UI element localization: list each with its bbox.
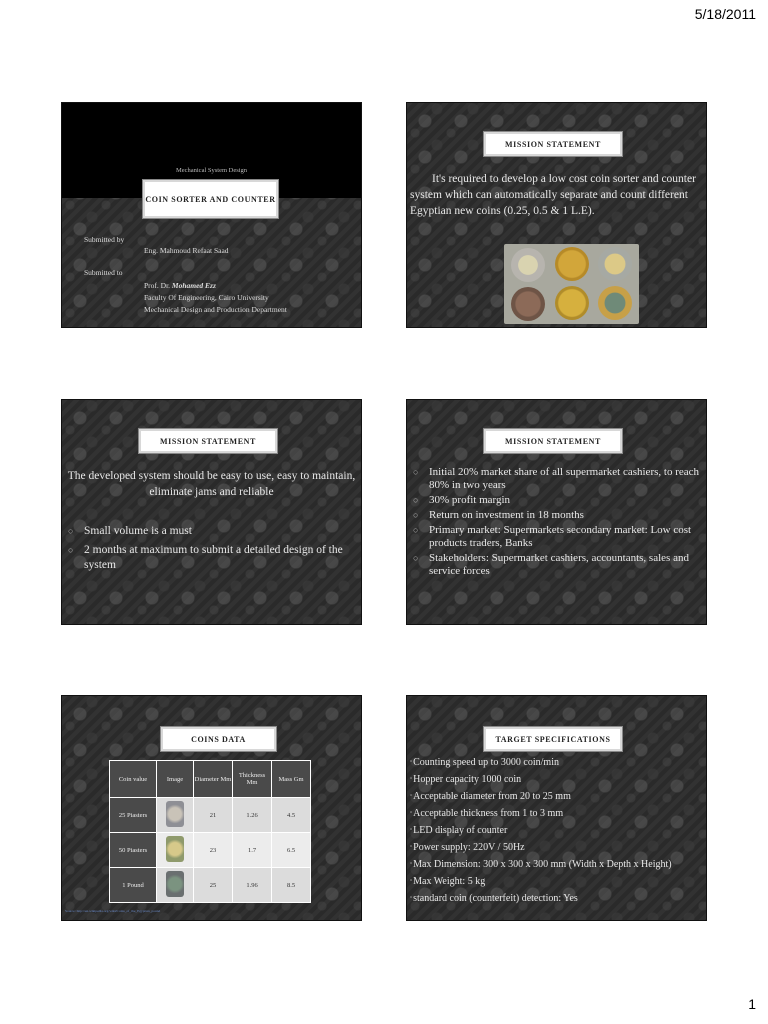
table-cell: 1.7 xyxy=(233,833,272,868)
coin-value-cell: 1 Pound xyxy=(110,868,157,903)
coin-image-cell xyxy=(157,798,194,833)
list-item: ▫standard coin (counterfeit) detection: Yes xyxy=(410,893,578,904)
bullet-dot-icon: ▫ xyxy=(410,759,413,765)
table-header: Thickness Mm xyxy=(233,761,272,798)
table-header: Mass Gm xyxy=(272,761,311,798)
slide-title-box: COIN SORTER AND COUNTER xyxy=(142,179,279,219)
coin-25-piasters-image xyxy=(166,801,184,827)
mission-list xyxy=(413,466,699,580)
mission-text: The developed system should be easy to use, easy to maintain, eliminate jams and reliable xyxy=(67,470,356,498)
list-item: ○ Return on investment in 18 months xyxy=(413,509,584,521)
table-header: Coin value xyxy=(110,761,157,798)
submitted-to-label: Submitted to xyxy=(84,268,123,277)
bullet-dot-icon: ▫ xyxy=(410,793,413,799)
bullet-circle-icon: ○ xyxy=(413,495,419,505)
table-cell: 21 xyxy=(194,798,233,833)
bullet-dot-icon: ▫ xyxy=(410,895,413,901)
slide-title-box: TARGET SPECIFICATIONS xyxy=(483,726,623,752)
bullet-circle-icon: ○ xyxy=(413,525,419,535)
mission-text: It's required to develop a low cost coin sorter and counter system which can automatically separate and count different Egyptian new coins (0.25, 0.5 & 1 L.E). xyxy=(410,173,696,217)
table-cell: 25 xyxy=(194,868,233,903)
list-item: ○ Small volume is a must xyxy=(68,525,192,537)
coin-image-cell xyxy=(157,833,194,868)
submitted-by-label: Submitted by xyxy=(84,235,125,244)
slide-title-box: MISSION STATEMENT xyxy=(138,428,278,454)
slide-mission-1 xyxy=(406,102,707,328)
slide-mission-2 xyxy=(61,399,362,625)
slide-title-box: COINS DATA xyxy=(160,726,277,752)
bullet-circle-icon: ○ xyxy=(68,526,74,536)
slide-target-specs xyxy=(406,695,707,921)
egyptian-coins-photo xyxy=(504,244,639,324)
prof-prefix: Prof. Dr. xyxy=(144,281,171,290)
specs-list xyxy=(410,756,702,909)
faculty-line: Faculty Of Engineering, Cairo University xyxy=(144,293,269,302)
coin-50-piasters-image xyxy=(166,836,184,862)
bullet-circle-icon: ○ xyxy=(413,553,419,563)
coin-1-pound-image xyxy=(166,871,184,897)
coin-value-cell: 25 Piasters xyxy=(110,798,157,833)
coin-value-cell: 50 Piasters xyxy=(110,833,157,868)
list-item: ○ 30% profit margin xyxy=(413,494,511,506)
submitted-to-block xyxy=(144,280,287,316)
bullet-dot-icon: ▫ xyxy=(410,861,413,867)
list-item: ▫Max Dimension: 300 x 300 x 300 mm (Width x Depth x Height) xyxy=(410,859,672,870)
list-item: ○ Stakeholders: Supermarket cashiers, accountants, sales and service forces xyxy=(413,552,689,577)
slide-coins-data xyxy=(61,695,362,921)
list-item: ▫Acceptable thickness from 1 to 3 mm xyxy=(410,808,564,819)
table-row xyxy=(110,868,311,903)
list-item: ▫Counting speed up to 3000 coin/min xyxy=(410,757,559,768)
table-header: Image xyxy=(157,761,194,798)
course-name: Mechanical System Design xyxy=(175,167,248,174)
bullet-dot-icon: ▫ xyxy=(410,776,413,782)
table-cell: 4.5 xyxy=(272,798,311,833)
slide-title-box: MISSION STATEMENT xyxy=(483,428,623,454)
table-cell: 6.5 xyxy=(272,833,311,868)
bullet-circle-icon: ○ xyxy=(413,510,419,520)
bullet-dot-icon: ▫ xyxy=(410,844,413,850)
list-item: ▫Max Weight: 5 kg xyxy=(410,876,486,887)
professor-line xyxy=(144,280,287,292)
bullet-circle-icon: ○ xyxy=(413,467,419,477)
table-header-row xyxy=(110,761,311,798)
source-link[interactable]: Source: http://en.wikipedia.org/wiki/Coins_of_the_Egyptian_pound xyxy=(65,909,161,913)
list-item: ○ Primary market: Supermarkets secondary market: Low cost products traders, Banks xyxy=(413,524,692,549)
bullet-circle-icon: ○ xyxy=(68,545,74,555)
bullet-dot-icon: ▫ xyxy=(410,827,413,833)
table-row xyxy=(110,833,311,868)
prof-name: Mohamed Ezz xyxy=(171,281,216,290)
submitted-by-name: Eng. Mahmoud Refaat Saad xyxy=(144,246,229,255)
list-item: ▫LED display of counter xyxy=(410,825,508,836)
coins-data-table xyxy=(109,760,311,903)
slide-title xyxy=(61,102,362,328)
table-cell: 1.26 xyxy=(233,798,272,833)
bullet-dot-icon: ▫ xyxy=(410,810,413,816)
bullet-dot-icon: ▫ xyxy=(410,878,413,884)
page-number: 1 xyxy=(748,996,756,1012)
page-date: 5/18/2011 xyxy=(694,6,756,22)
coin-image-cell xyxy=(157,868,194,903)
table-header: Diameter Mm xyxy=(194,761,233,798)
department-line: Mechanical Design and Production Department xyxy=(144,305,287,314)
list-item: ▫Hopper capacity 1000 coin xyxy=(410,774,522,785)
list-item: ○ Initial 20% market share of all supermarket cashiers, to reach 80% in two years xyxy=(413,466,699,491)
table-row xyxy=(110,798,311,833)
slide-title-box: MISSION STATEMENT xyxy=(483,131,623,157)
slide-mission-3 xyxy=(406,399,707,625)
table-cell: 23 xyxy=(194,833,233,868)
table-cell: 1.96 xyxy=(233,868,272,903)
list-item: ▫Acceptable diameter from 20 to 25 mm xyxy=(410,791,571,802)
list-item: ○ 2 months at maximum to submit a detailed design of the system xyxy=(68,544,343,571)
list-item: ▫Power supply: 220V / 50Hz xyxy=(410,842,525,853)
table-cell: 8.5 xyxy=(272,868,311,903)
